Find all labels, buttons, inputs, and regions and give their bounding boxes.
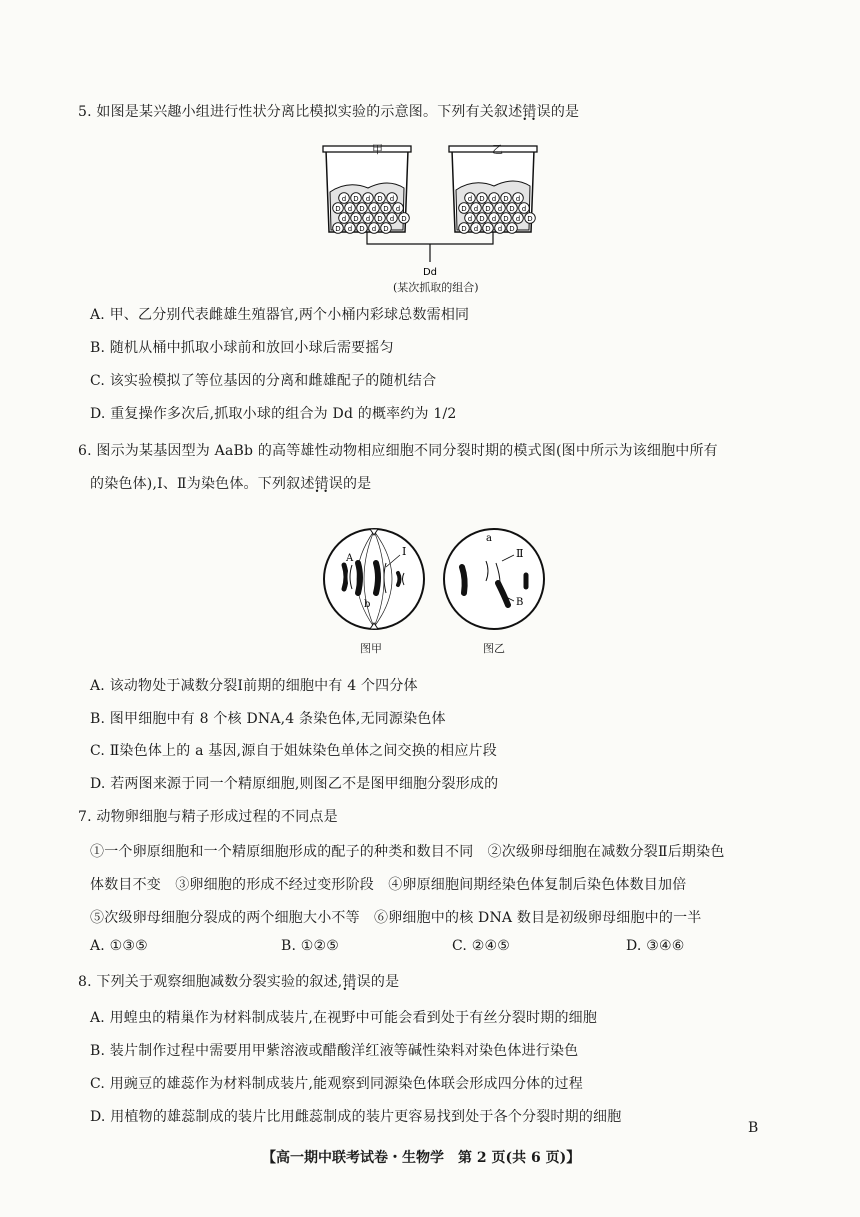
q5-bucket-diagram bbox=[318, 132, 558, 292]
q6-option-d: D. 若两图来源于同一个精原细胞,则图乙不是图甲细胞分裂形成的 bbox=[90, 776, 499, 792]
ball-letter: d bbox=[515, 195, 521, 203]
ball-letter: d bbox=[497, 225, 503, 233]
ball-letter: D bbox=[503, 195, 509, 203]
q7-choice-a: A. ①③⑤ bbox=[90, 938, 148, 954]
q8-option-c: C. 用豌豆的雄蕊作为材料制成装片,能观察到同源染色体联会形成四分体的过程 bbox=[90, 1076, 583, 1092]
ball-letter: D bbox=[377, 195, 383, 203]
ball-letter: d bbox=[467, 215, 473, 223]
ball-letter: d bbox=[515, 215, 521, 223]
q5-option-d: D. 重复操作多次后,抓取小球的组合为 Dd 的概率约为 1/2 bbox=[90, 406, 457, 422]
ball-letter: d bbox=[365, 215, 371, 223]
label-yi: 乙 bbox=[492, 143, 503, 156]
q6-stem-line1: 6. 图示为某基因型为 AaBb 的高等雄性动物相应细胞不同分裂时期的模式图(图中所示为该细胞中所有 bbox=[78, 443, 718, 459]
ball-letter: D bbox=[335, 205, 341, 213]
ball-letter: d bbox=[491, 195, 497, 203]
ball-letter: D bbox=[503, 215, 509, 223]
q5-option-c: C. 该实验模拟了等位基因的分离和雌雄配子的随机结合 bbox=[90, 373, 437, 389]
ball-letter: D bbox=[479, 195, 485, 203]
version-mark: B bbox=[748, 1120, 759, 1136]
ball-letter: d bbox=[371, 225, 377, 233]
ball-letter: D bbox=[485, 205, 491, 213]
chrom-I-label: Ⅰ bbox=[402, 545, 407, 558]
ball-letter: D bbox=[461, 225, 467, 233]
ball-letter: D bbox=[377, 215, 383, 223]
q8-stem-text: 8. 下列关于观察细胞减数分裂实验的叙述, bbox=[78, 974, 343, 990]
figure-jia-cell bbox=[318, 525, 433, 635]
q5-option-a: A. 甲、乙分别代表雌雄生殖器官,两个小桶内彩球总数需相同 bbox=[90, 307, 470, 323]
ball-letter: d bbox=[491, 215, 497, 223]
ball-letter: d bbox=[497, 205, 503, 213]
q7-statement-line-3: ⑤次级卵母细胞分裂成的两个细胞大小不等 ⑥卵细胞中的核 DNA 数目是初级卵母细胞中的一半 bbox=[90, 910, 702, 926]
ball-letter: D bbox=[359, 225, 365, 233]
q7-choice-c: C. ②④⑤ bbox=[452, 938, 510, 954]
ball-letter: d bbox=[341, 215, 347, 223]
ball-letter: d bbox=[521, 205, 527, 213]
gene-b-label: b bbox=[364, 599, 371, 610]
q6-option-a: A. 该动物处于减数分裂Ⅰ前期的细胞中有 4 个四分体 bbox=[90, 678, 418, 694]
ball-letter: d bbox=[389, 215, 395, 223]
q7-statement-line-1: ①一个卵原细胞和一个精原细胞形成的配子的种类和数目不同 ②次级卵母细胞在减数分裂Ⅱ后期染色 bbox=[90, 844, 725, 860]
q7-choice-d: D. ③④⑥ bbox=[626, 938, 685, 954]
ball-letter: D bbox=[509, 225, 515, 233]
ball-letter: D bbox=[509, 205, 515, 213]
fig-jia-caption: 图甲 bbox=[360, 642, 382, 655]
q5-stem bbox=[78, 101, 579, 121]
combo-label: Dd bbox=[422, 267, 438, 278]
q8-emphasis: 错误 • • bbox=[342, 971, 370, 991]
q7-stem: 7. 动物卵细胞与精子形成过程的不同点是 bbox=[78, 809, 338, 825]
q6-stem-text: 的染色体),Ⅰ、Ⅱ为染色体。下列叙述 bbox=[90, 476, 315, 492]
ball-letter: D bbox=[353, 195, 359, 203]
ball-letter: D bbox=[335, 225, 341, 233]
gene-A-label: A bbox=[346, 553, 354, 564]
q6-option-c: C. Ⅱ染色体上的 a 基因,源自于姐妹染色单体之间交换的相应片段 bbox=[90, 743, 497, 759]
ball-letter: D bbox=[383, 205, 389, 213]
ball-letter: d bbox=[467, 195, 473, 203]
q6-option-b: B. 图甲细胞中有 8 个核 DNA,4 条染色体,无同源染色体 bbox=[90, 711, 446, 727]
q5-option-b: B. 随机从桶中抓取小球前和放回小球后需要摇匀 bbox=[90, 340, 394, 356]
q5-stem-text: 5. 如图是某兴趣小组进行性状分离比模拟实验的示意图。下列有关叙述 bbox=[78, 104, 523, 120]
ball-letter: d bbox=[341, 195, 347, 203]
q5-stem-end: 的是 bbox=[550, 104, 580, 120]
fig-yi-caption: 图乙 bbox=[483, 642, 505, 655]
q6-stem-line2 bbox=[90, 473, 371, 493]
ball-letter: d bbox=[395, 205, 401, 213]
q5-emphasis: 错误 • • bbox=[522, 101, 550, 121]
ball-letter: D bbox=[383, 225, 389, 233]
q8-stem bbox=[78, 971, 399, 991]
ball-letter: D bbox=[479, 215, 485, 223]
ball-letter: D bbox=[485, 225, 491, 233]
ball-letter: d bbox=[365, 195, 371, 203]
ball-letter: d bbox=[347, 225, 353, 233]
q7-statement-line-2: 体数目不变 ③卵细胞的形成不经过变形阶段 ④卵原细胞间期经染色体复制后染色体数目加倍 bbox=[90, 877, 687, 893]
label-jia: 甲 bbox=[372, 143, 383, 156]
gene-a-label: a bbox=[486, 533, 492, 544]
ball-letter: D bbox=[461, 205, 467, 213]
q6-stem-end: 的是 bbox=[342, 476, 372, 492]
ball-letter: d bbox=[473, 205, 479, 213]
page-footer: 【高一期中联考试卷・生物学 第 2 页(共 6 页)】 bbox=[262, 1150, 581, 1166]
ball-letter: d bbox=[347, 205, 353, 213]
q8-stem-end: 的是 bbox=[370, 974, 400, 990]
figure-yi-cell bbox=[438, 525, 553, 635]
ball-letter: d bbox=[371, 205, 377, 213]
ball-letter: d bbox=[473, 225, 479, 233]
q8-option-a: A. 用蝗虫的精巢作为材料制成装片,在视野中可能会看到处于有丝分裂时期的细胞 bbox=[90, 1010, 598, 1026]
ball-letter: D bbox=[359, 205, 365, 213]
q6-emphasis: 错误 • • bbox=[315, 473, 343, 493]
ball-letter: D bbox=[353, 215, 359, 223]
ball-letter: D bbox=[401, 215, 407, 223]
chrom-II-label: Ⅱ bbox=[516, 547, 524, 560]
ball-letter: D bbox=[527, 215, 533, 223]
q5-caption: (某次抓取的组合) bbox=[393, 281, 479, 294]
gene-B-label: B bbox=[516, 597, 524, 608]
ball-letter: d bbox=[389, 195, 395, 203]
q7-choice-b: B. ①②⑤ bbox=[281, 938, 340, 954]
q8-option-d: D. 用植物的雄蕊制成的装片比用雌蕊制成的装片更容易找到处于各个分裂时期的细胞 bbox=[90, 1109, 622, 1125]
q8-option-b: B. 装片制作过程中需要用甲紫溶液或醋酸洋红液等碱性染料对染色体进行染色 bbox=[90, 1043, 579, 1059]
